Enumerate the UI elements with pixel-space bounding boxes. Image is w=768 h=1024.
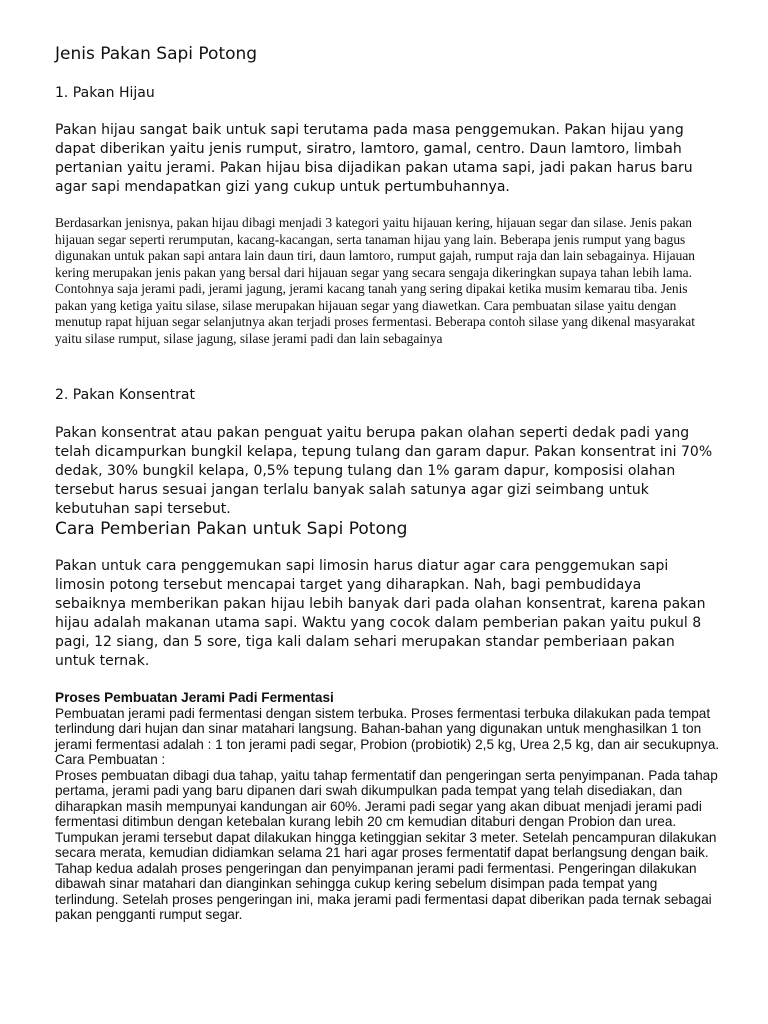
section-title-pakan-hijau: 1. Pakan Hijau — [55, 85, 155, 101]
paragraph-pakan-konsentrat: Pakan konsentrat atau pakan penguat yaitu berupa pakan olahan seperti dedak padi yang telah dicampurkan bungkil kelapa, tepung tulang dan garam dapur. Pakan konsentrat ini 70% dedak, 30% bungkil kelapa, 0,5% tepung tulang dan 1% garam dapur, komposisi olahan tersebut harus sesuai jangan terlalu banyak salah satunya agar gizi seimbang untuk kebutuhan sapi tersebut. — [55, 425, 713, 517]
heading-cara-pemberian: Cara Pemberian Pakan untuk Sapi Potong — [55, 519, 408, 539]
section-title-pakan-konsentrat: 2. Pakan Konsentrat — [55, 387, 195, 403]
paragraph-pembuatan-jerami: Pembuatan jerami padi fermentasi dengan sistem terbuka. Proses fermentasi terbuka dilakukan pada tempat terlindung dari hujan dan sinar matahari langsung. Bahan-bahan yang digunakan untuk menghasilkan 1 ton jerami fermentasi adalah : 1 ton jerami padi segar, Probion (probiotik) 2,5 kg, Urea 2,5 kg, dan air secukupnya. — [55, 705, 720, 752]
heading-jenis-pakan: Jenis Pakan Sapi Potong — [55, 44, 258, 64]
paragraph-cara-pemberian: Pakan untuk cara penggemukan sapi limosin harus diatur agar cara penggemukan sapi limosin potong tersebut mencapai target yang diharapkan. Nah, bagi pembudidaya sebaiknya memberikan pakan hijau lebih banyak dari pada olahan konsentrat, karena pakan hijau adalah makanan utama sapi. Waktu yang cocok dalam pemberian pakan yaitu pukul 8 pagi, 12 siang, dan 5 sore, tiga kali dalam sehari merupakan standar pemberiaan pakan untuk ternak. — [55, 558, 706, 669]
label-cara-pembuatan: Cara Pembuatan : — [55, 752, 166, 767]
paragraph-pakan-hijau: Pakan hijau sangat baik untuk sapi terutama pada masa penggemukan. Pakan hijau yang dapat diberikan yaitu jenis rumput, siratro, lamtoro, gamal, centro. Daun lamtoro, limbah pertanian yaitu jerami. Pakan hijau bisa dijadikan pakan utama sapi, jadi pakan harus baru agar sapi mendapatkan gizi yang cukup untuk pertumbuhannya. — [55, 122, 693, 195]
paragraph-proses-pembuatan: Proses pembuatan dibagi dua tahap, yaitu tahap fermentatif dan pengeringan serta penyimpanan. Pada tahap pertama, jerami padi yang baru dipanen dari swah dikumpulkan pada tempat yang telah disediakan, dan diharapkan masih mempunyai kandungan air 60%. Jerami padi segar yang akan dibuat menjadi jerami padi fermentasi ditimbun dengan ketebalan kurang lebih 20 cm kemudian ditaburi dengan Probion dan urea. Tumpukan jerami tersebut dapat dilakukan hingga ketinggian sekitar 3 meter. Setelah pencampuran dilakukan secara merata, kemudian didiamkan selama 21 hari agar proses fermentatif dapat berlangsung dengan baik. Tahap kedua adalah proses pengeringan dan penyimpanan jerami padi fermentasi. Pengeringan dilakukan dibawah sinar matahari dan dianginkan sehingga cukup kering sebelum disimpan pada tempat yang terlindung. Setelah proses pengeringan ini, maka jerami padi fermentasi dapat diberikan pada ternak sebagai pakan pengganti rumput segar. — [55, 767, 718, 922]
heading-proses-pembuatan: Proses Pembuatan Jerami Padi Fermentasi — [55, 690, 334, 705]
section-jerami-fermentasi — [55, 690, 720, 923]
paragraph-kategori-pakan-hijau: Berdasarkan jenisnya, pakan hijau dibagi menjadi 3 kategori yaitu hijauan kering, hijauan segar dan silase. Jenis pakan hijauan segar seperti rerumputan, kacang-kacangan, serta tanaman hijau yang lain. Beberapa jenis rumput yang bagus digunakan untuk pakan sapi antara lain daun tiri, daun lamtoro, rumput gajah, rumput raja dan lain sebagainya. Hijauan kering merupakan jenis pakan yang bersal dari hijauan segar yang secara sengaja dikeringkan supaya tahan lebih lama. Contohnya saja jerami padi, jerami jagung, jerami kacang tanah yang sering dipakai ketika musim kemarau tiba. Jenis pakan yang ketiga yaitu silase, silase merupakan hijauan segar yang diawetkan. Cara pembuatan silase yaitu dengan menutup rapat hijuan segar selanjutnya akan terjadi proses fermentasi. Beberapa contoh silase yang dikenal masyarakat yaitu silase rumput, silase jagung, silase jerami padi dan lain sebagainya — [55, 215, 695, 346]
